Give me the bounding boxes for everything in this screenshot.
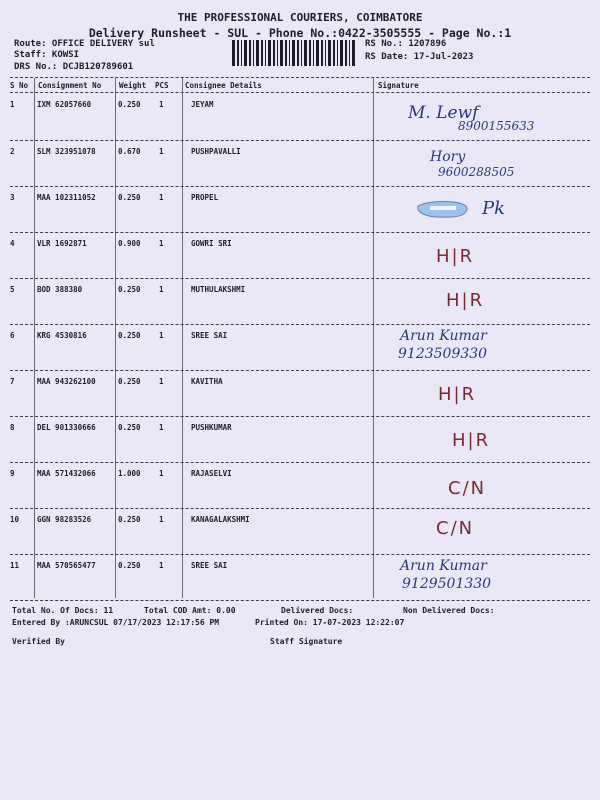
- row-pcs: 1: [159, 377, 164, 386]
- signature-phone: 9600288505: [438, 165, 515, 179]
- row-pcs: 1: [159, 239, 164, 248]
- signature-phone: 8900155633: [458, 119, 535, 133]
- signature-mark: H|R: [438, 384, 477, 405]
- signature-handwritten: [378, 282, 588, 326]
- row-divider: [10, 554, 590, 555]
- row-consignment: MAA 571432066: [37, 469, 96, 478]
- row-sno: 5: [10, 285, 15, 294]
- row-consignment: VLR 1692871: [37, 239, 87, 248]
- col-header-weight: Weight: [119, 81, 147, 90]
- row-pcs: 1: [159, 285, 164, 294]
- signature-handwritten: [378, 374, 588, 418]
- signature-handwritten: [378, 512, 588, 556]
- col-header-sno: S No: [10, 81, 29, 90]
- staff-signature: Staff Signature: [270, 637, 343, 646]
- signature-handwritten: [378, 420, 588, 464]
- row-sno: 1: [10, 100, 15, 109]
- row-pcs: 1: [159, 147, 164, 156]
- signature-name: Pk: [482, 198, 506, 219]
- row-weight: 0.250: [118, 515, 141, 524]
- row-sno: 8: [10, 423, 15, 432]
- row-consignment: MAA 570565477: [37, 561, 96, 570]
- verified-by: Verified By: [12, 637, 65, 646]
- signature-name: Arun Kumar: [400, 328, 487, 344]
- signature-phone: 9123509330: [398, 346, 488, 362]
- row-weight: 0.250: [118, 100, 141, 109]
- header-rule-bottom: [10, 92, 590, 93]
- row-weight: 0.250: [118, 331, 141, 340]
- signature-phone: 9129501330: [402, 576, 492, 592]
- runsheet-subtitle: Delivery Runsheet - SUL - Phone No.:0422-3505555 - Page No.:1: [88, 26, 512, 40]
- row-divider: [10, 416, 590, 417]
- entered-by: Entered By :ARUNCSUL 07/17/2023 12:17:56 PM: [12, 618, 220, 627]
- row-weight: 0.250: [118, 377, 141, 386]
- signature-handwritten: [378, 190, 588, 234]
- row-sno: 2: [10, 147, 15, 156]
- header-rule-top: [10, 77, 590, 78]
- non-delivered-docs: Non Delivered Docs:: [403, 606, 495, 615]
- signature-handwritten: [378, 326, 588, 370]
- row-consignee: SREE SAI: [191, 561, 228, 570]
- row-weight: 1.000: [118, 469, 141, 478]
- row-consignee: RAJASELVI: [191, 469, 232, 478]
- col-header-signature: Signature: [378, 81, 419, 90]
- row-weight: 0.250: [118, 561, 141, 570]
- row-divider: [10, 462, 590, 463]
- row-pcs: 1: [159, 331, 164, 340]
- row-sno: 11: [10, 561, 20, 570]
- signature-mark: H|R: [436, 246, 475, 267]
- row-divider: [10, 232, 590, 233]
- row-consignee: JEYAM: [191, 100, 214, 109]
- rs-date: RS Date: 17-Jul-2023: [365, 52, 474, 62]
- col-header-consignee: Consignee Details: [185, 81, 262, 90]
- row-consignee: SREE SAI: [191, 331, 228, 340]
- signature-handwritten: [378, 236, 588, 280]
- row-pcs: 1: [159, 561, 164, 570]
- row-consignee: MUTHULAKSHMI: [191, 285, 246, 294]
- row-pcs: 1: [159, 193, 164, 202]
- row-consignment: GGN 98283526: [37, 515, 92, 524]
- signature-name: Arun Kumar: [400, 558, 487, 574]
- row-consignee: PROPEL: [191, 193, 219, 202]
- barcode: [232, 40, 356, 66]
- row-pcs: 1: [159, 100, 164, 109]
- row-sno: 4: [10, 239, 15, 248]
- signature-mark: C/N: [448, 478, 487, 499]
- signature-mark: C/N: [436, 518, 475, 539]
- signature-mark: H|R: [452, 430, 491, 451]
- row-divider: [10, 278, 590, 279]
- signature-handwritten: [378, 556, 588, 600]
- row-pcs: 1: [159, 423, 164, 432]
- col-header-consignment: Consignment No: [38, 81, 102, 90]
- signature-handwritten: [378, 466, 588, 510]
- row-consignment: MAA 102311052: [37, 193, 96, 202]
- printed-on: Printed On: 17-07-2023 12:22:07: [255, 618, 405, 627]
- total-docs: Total No. Of Docs: 11: [12, 606, 114, 615]
- signature-mark: H|R: [446, 290, 485, 311]
- row-sno: 9: [10, 469, 15, 478]
- total-cod: Total COD Amt: 0.00: [144, 606, 236, 615]
- row-sno: 7: [10, 377, 15, 386]
- row-pcs: 1: [159, 469, 164, 478]
- row-weight: 0.670: [118, 147, 141, 156]
- staff-label: Staff: KOWSI: [14, 50, 80, 60]
- table-bottom-rule: [10, 600, 590, 601]
- row-consignee: KANAGALAKSHMI: [191, 515, 250, 524]
- signature-name: Hory: [430, 149, 466, 165]
- signature-handwritten: [378, 143, 588, 187]
- row-weight: 0.250: [118, 193, 141, 202]
- company-title: THE PROFESSIONAL COURIERS, COIMBATORE: [177, 11, 423, 24]
- row-consignee: PUSHPAVALLI: [191, 147, 241, 156]
- row-sno: 6: [10, 331, 15, 340]
- row-consignment: IXM 62057660: [37, 100, 92, 109]
- row-divider: [10, 186, 590, 187]
- row-pcs: 1: [159, 515, 164, 524]
- row-divider: [10, 324, 590, 325]
- row-consignment: MAA 943262100: [37, 377, 96, 386]
- row-divider: [10, 508, 590, 509]
- row-consignment: BOD 388380: [37, 285, 83, 294]
- row-weight: 0.900: [118, 239, 141, 248]
- rs-number: RS No.: 1207896: [365, 39, 447, 49]
- row-consignee: KAVITHA: [191, 377, 223, 386]
- route-label: Route: OFFICE DELIVERY sul: [14, 39, 155, 49]
- row-divider: [10, 140, 590, 141]
- signature-name: M. Lewf: [408, 103, 479, 123]
- row-consignment: KRG 4530816: [37, 331, 87, 340]
- row-divider: [10, 370, 590, 371]
- drs-number: DRS No.: DCJB120789601: [14, 62, 134, 72]
- delivered-docs: Delivered Docs:: [281, 606, 354, 615]
- row-consignment: SLM 323951078: [37, 147, 96, 156]
- row-consignee: PUSHKUMAR: [191, 423, 232, 432]
- row-consignee: GOWRI SRI: [191, 239, 232, 248]
- row-weight: 0.250: [118, 285, 141, 294]
- row-sno: 3: [10, 193, 15, 202]
- signature-handwritten: [378, 97, 588, 141]
- row-consignment: DEL 901330666: [37, 423, 96, 432]
- col-header-pcs: PCS: [155, 81, 169, 90]
- row-sno: 10: [10, 515, 20, 524]
- row-weight: 0.250: [118, 423, 141, 432]
